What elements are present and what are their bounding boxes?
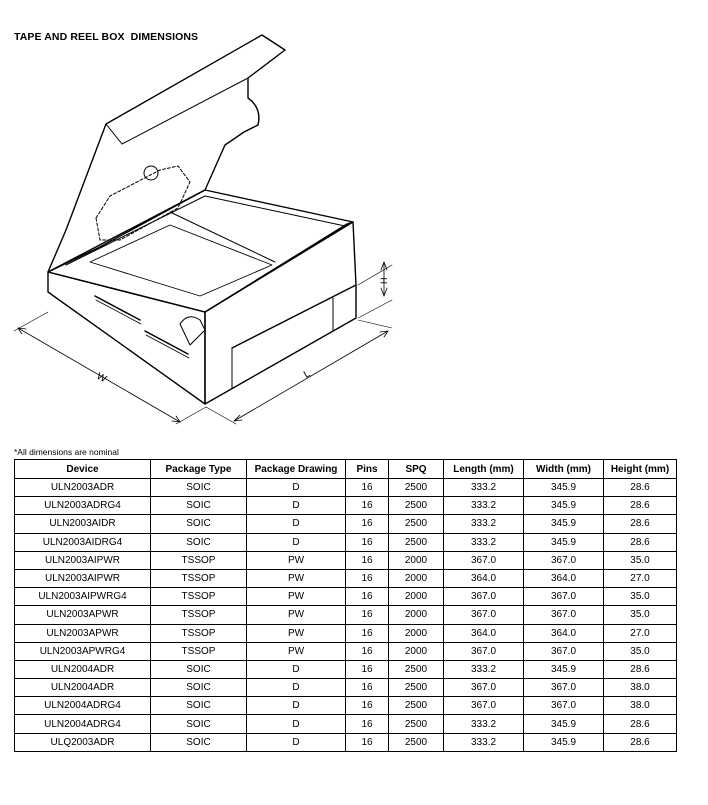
table-cell: 2500 — [389, 715, 444, 733]
table-cell: 2500 — [389, 479, 444, 497]
table-cell: PW — [247, 642, 346, 660]
table-cell: 16 — [346, 679, 389, 697]
table-cell: 333.2 — [444, 533, 524, 551]
table-row — [15, 606, 677, 624]
table-cell: D — [247, 479, 346, 497]
table-body — [15, 479, 677, 752]
table-cell: 364.0 — [524, 624, 604, 642]
table-cell: 35.0 — [604, 588, 677, 606]
page-title: TAPE AND REEL BOX DIMENSIONS — [14, 31, 199, 43]
dimensions-note: *All dimensions are nominal — [14, 447, 119, 457]
table-cell: 345.9 — [524, 533, 604, 551]
table-cell: 2500 — [389, 733, 444, 751]
table-cell: 28.6 — [604, 497, 677, 515]
table-cell: 28.6 — [604, 660, 677, 678]
table-cell: 367.0 — [524, 551, 604, 569]
table-cell: D — [247, 660, 346, 678]
table-cell: 2000 — [389, 551, 444, 569]
table-cell: 345.9 — [524, 660, 604, 678]
table-cell: ULN2003APWRG4 — [15, 642, 151, 660]
table-cell: 16 — [346, 715, 389, 733]
table-cell: ULN2004ADRG4 — [15, 715, 151, 733]
table-cell: ULN2003APWR — [15, 624, 151, 642]
table-cell: 16 — [346, 551, 389, 569]
table-cell: D — [247, 515, 346, 533]
table-cell: SOIC — [151, 733, 247, 751]
dimensions-table — [14, 459, 677, 752]
table-cell: PW — [247, 624, 346, 642]
table-cell: 2500 — [389, 497, 444, 515]
table-cell: 367.0 — [444, 551, 524, 569]
table-cell: 2000 — [389, 606, 444, 624]
table-cell: ULN2003AIDRG4 — [15, 533, 151, 551]
table-cell: 16 — [346, 606, 389, 624]
table-cell: ULN2003ADRG4 — [15, 497, 151, 515]
lid-flap-tab — [244, 98, 259, 132]
column-header: Height (mm) — [604, 460, 677, 479]
table-cell: 38.0 — [604, 679, 677, 697]
table-cell: TSSOP — [151, 606, 247, 624]
table-cell: 2500 — [389, 533, 444, 551]
table-cell: 28.6 — [604, 533, 677, 551]
table-row — [15, 733, 677, 751]
table-row — [15, 624, 677, 642]
dim-label-h: H — [379, 277, 389, 284]
table-cell: SOIC — [151, 679, 247, 697]
table-cell: TSSOP — [151, 569, 247, 587]
table-cell: 16 — [346, 515, 389, 533]
table-cell: 16 — [346, 497, 389, 515]
table-cell: 367.0 — [444, 679, 524, 697]
table-cell: D — [247, 733, 346, 751]
table-row — [15, 588, 677, 606]
table-cell: ULN2003APWR — [15, 606, 151, 624]
table-cell: 16 — [346, 660, 389, 678]
table-cell: 38.0 — [604, 697, 677, 715]
table-cell: 28.6 — [604, 715, 677, 733]
table-cell: 367.0 — [444, 588, 524, 606]
table-cell: SOIC — [151, 715, 247, 733]
table-cell: 2000 — [389, 588, 444, 606]
table-row — [15, 697, 677, 715]
table-cell: SOIC — [151, 697, 247, 715]
table-cell: 16 — [346, 569, 389, 587]
table-row — [15, 497, 677, 515]
table-cell: SOIC — [151, 479, 247, 497]
dim-label-l: L — [302, 368, 313, 381]
table-header-row — [15, 460, 677, 479]
table-cell: 364.0 — [524, 569, 604, 587]
table-cell: PW — [247, 569, 346, 587]
table-cell: 345.9 — [524, 715, 604, 733]
table-cell: D — [247, 679, 346, 697]
table-cell: 367.0 — [444, 697, 524, 715]
table-cell: D — [247, 533, 346, 551]
table-cell: 333.2 — [444, 479, 524, 497]
table-row — [15, 569, 677, 587]
table-cell: 16 — [346, 642, 389, 660]
column-header: Pins — [346, 460, 389, 479]
column-header: Length (mm) — [444, 460, 524, 479]
table-row — [15, 679, 677, 697]
table-cell: 2500 — [389, 697, 444, 715]
column-header: Package Drawing — [247, 460, 346, 479]
table-cell: 35.0 — [604, 606, 677, 624]
table-cell: 16 — [346, 697, 389, 715]
table-row — [15, 533, 677, 551]
table-cell: 345.9 — [524, 497, 604, 515]
table-cell: ULN2003ADR — [15, 479, 151, 497]
table-cell: 333.2 — [444, 515, 524, 533]
table-cell: D — [247, 715, 346, 733]
table-cell: 367.0 — [524, 642, 604, 660]
lid-inner-edge — [106, 78, 248, 144]
table-cell: 345.9 — [524, 515, 604, 533]
table-cell: SOIC — [151, 497, 247, 515]
front-tab — [180, 317, 205, 345]
table-row — [15, 642, 677, 660]
table-row — [15, 479, 677, 497]
table-cell: ULQ2003ADR — [15, 733, 151, 751]
column-header: Package Type — [151, 460, 247, 479]
table-cell: SOIC — [151, 533, 247, 551]
table-cell: 27.0 — [604, 569, 677, 587]
table-cell: ULN2004ADRG4 — [15, 697, 151, 715]
table-cell: PW — [247, 551, 346, 569]
table-cell: 333.2 — [444, 733, 524, 751]
table-cell: 2000 — [389, 642, 444, 660]
table-cell: 367.0 — [524, 606, 604, 624]
table-cell: 2500 — [389, 660, 444, 678]
table-cell: 2500 — [389, 515, 444, 533]
lid-thumb-hole — [144, 166, 158, 180]
table-cell: 367.0 — [444, 642, 524, 660]
table-cell: 16 — [346, 533, 389, 551]
column-header: Device — [15, 460, 151, 479]
table-cell: 333.2 — [444, 660, 524, 678]
table-cell: 367.0 — [524, 679, 604, 697]
lid-window-dashed — [96, 166, 190, 240]
box-front-face — [48, 272, 205, 404]
table-cell: TSSOP — [151, 642, 247, 660]
table-cell: 35.0 — [604, 642, 677, 660]
table-row — [15, 551, 677, 569]
table-cell: 345.9 — [524, 479, 604, 497]
table-cell: 28.6 — [604, 479, 677, 497]
table-cell: D — [247, 497, 346, 515]
table-cell: ULN2003AIPWR — [15, 569, 151, 587]
box-lid — [48, 35, 285, 272]
table-cell: SOIC — [151, 515, 247, 533]
table-cell: 364.0 — [444, 569, 524, 587]
column-header: SPQ — [389, 460, 444, 479]
table-cell: 345.9 — [524, 733, 604, 751]
table-cell: 367.0 — [524, 588, 604, 606]
table-cell: ULN2003AIPWR — [15, 551, 151, 569]
table-cell: 367.0 — [444, 606, 524, 624]
table-cell: TSSOP — [151, 624, 247, 642]
table-cell: SOIC — [151, 660, 247, 678]
column-header: Width (mm) — [524, 460, 604, 479]
table-cell: 2500 — [389, 679, 444, 697]
table-row — [15, 715, 677, 733]
box-inner-divider — [170, 212, 275, 262]
table-cell: 333.2 — [444, 715, 524, 733]
table-cell: 333.2 — [444, 497, 524, 515]
table-cell: 28.6 — [604, 515, 677, 533]
table-cell: ULN2004ADR — [15, 679, 151, 697]
table-cell: ULN2004ADR — [15, 660, 151, 678]
table-cell: PW — [247, 606, 346, 624]
table-cell: PW — [247, 588, 346, 606]
table-row — [15, 515, 677, 533]
table-cell: 16 — [346, 479, 389, 497]
box-inner-back-wall — [66, 196, 345, 265]
table-cell: 16 — [346, 588, 389, 606]
dim-label-w: W — [94, 370, 109, 386]
table-cell: TSSOP — [151, 588, 247, 606]
table-cell: ULN2003AIDR — [15, 515, 151, 533]
table-cell: D — [247, 697, 346, 715]
table-cell: ULN2003AIPWRG4 — [15, 588, 151, 606]
table-cell: 364.0 — [444, 624, 524, 642]
table-cell: 2000 — [389, 569, 444, 587]
table-cell: 16 — [346, 624, 389, 642]
table-cell: 35.0 — [604, 551, 677, 569]
table-cell: 27.0 — [604, 624, 677, 642]
table-cell: 367.0 — [524, 697, 604, 715]
table-cell: 16 — [346, 733, 389, 751]
table-cell: 2000 — [389, 624, 444, 642]
table-cell: 28.6 — [604, 733, 677, 751]
table-row — [15, 660, 677, 678]
table-cell: TSSOP — [151, 551, 247, 569]
